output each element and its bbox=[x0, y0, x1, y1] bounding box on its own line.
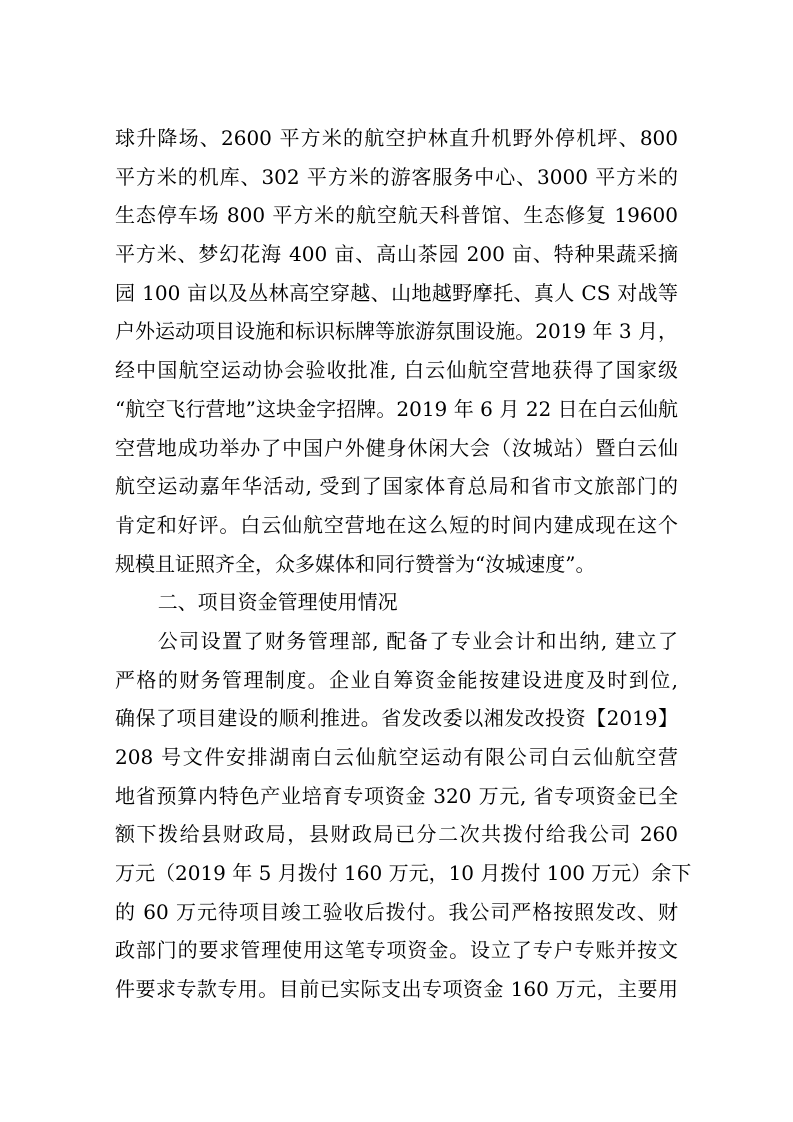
text-line: 户外运动项目设施和标识标牌等旅游氛围设施。2019 年 3 月， bbox=[115, 319, 678, 344]
text-line: 生态停车场 800 平方米的航空航天科普馆、生态修复 19600 bbox=[115, 203, 678, 228]
text-line: 公司设置了财务管理部, 配备了专业会计和出纳, 建立了 bbox=[157, 628, 678, 653]
text-line: 园 100 亩以及丛林高空穿越、山地越野摩托、真人 CS 对战等 bbox=[115, 280, 678, 305]
text-line: 地省预算内特色产业培育专项资金 320 万元, 省专项资金已全 bbox=[115, 783, 678, 808]
section-heading-text: 二、项目资金管理使用情况 bbox=[157, 590, 398, 615]
text-line: 万元（2019 年 5 月拨付 160 万元，10 月拨付 100 万元）余下 bbox=[115, 861, 692, 886]
text-line: 空营地成功举办了中国户外健身休闲大会（汝城站）暨白云仙 bbox=[115, 435, 678, 460]
text-line: 政部门的要求管理使用这笔专项资金。设立了专户专账并按文 bbox=[115, 938, 678, 963]
text-line: 平方米的机库、302 平方米的游客服务中心、3000 平方米的 bbox=[115, 164, 678, 189]
text-line: 严格的财务管理制度。企业自筹资金能按建设进度及时到位, bbox=[115, 667, 678, 692]
document-body bbox=[115, 119, 692, 1009]
text-line: 确保了项目建设的顺利推进。省发改委以湘发改投资【2019】 bbox=[115, 706, 678, 731]
text-line: 航空运动嘉年华活动, 受到了国家体育总局和省市文旅部门的 bbox=[115, 474, 678, 499]
paragraph-project-construction bbox=[115, 119, 678, 583]
section-heading bbox=[115, 583, 678, 622]
text-line: 额下拨给县财政局，县财政局已分二次共拨付给我公司 260 bbox=[115, 822, 678, 847]
text-line: 肯定和好评。白云仙航空营地在这么短的时间内建成现在这个 bbox=[115, 512, 678, 537]
text-line: 平方米、梦幻花海 400 亩、高山茶园 200 亩、特种果蔬采摘 bbox=[115, 242, 678, 267]
text-line: 球升降场、2600 平方米的航空护林直升机野外停机坪、800 bbox=[115, 126, 678, 150]
text-line: 件要求专款专用。目前已实际支出专项资金 160 万元，主要用 bbox=[115, 977, 678, 1002]
text-line: 的 60 万元待项目竣工验收后拨付。我公司严格按照发改、财 bbox=[115, 899, 678, 924]
text-line: 规模且证照齐全，众多媒体和同行赞誉为“汝城速度”。 bbox=[115, 551, 596, 576]
paragraph-fund-management bbox=[115, 622, 692, 1009]
text-line: 208 号文件安排湖南白云仙航空运动有限公司白云仙航空营 bbox=[115, 745, 678, 769]
text-line: “航空飞行营地”这块金字招牌。2019 年 6 月 22 日在白云仙航 bbox=[115, 396, 678, 421]
text-line: 经中国航空运动协会验收批准, 白云仙航空营地获得了国家级 bbox=[115, 358, 678, 383]
